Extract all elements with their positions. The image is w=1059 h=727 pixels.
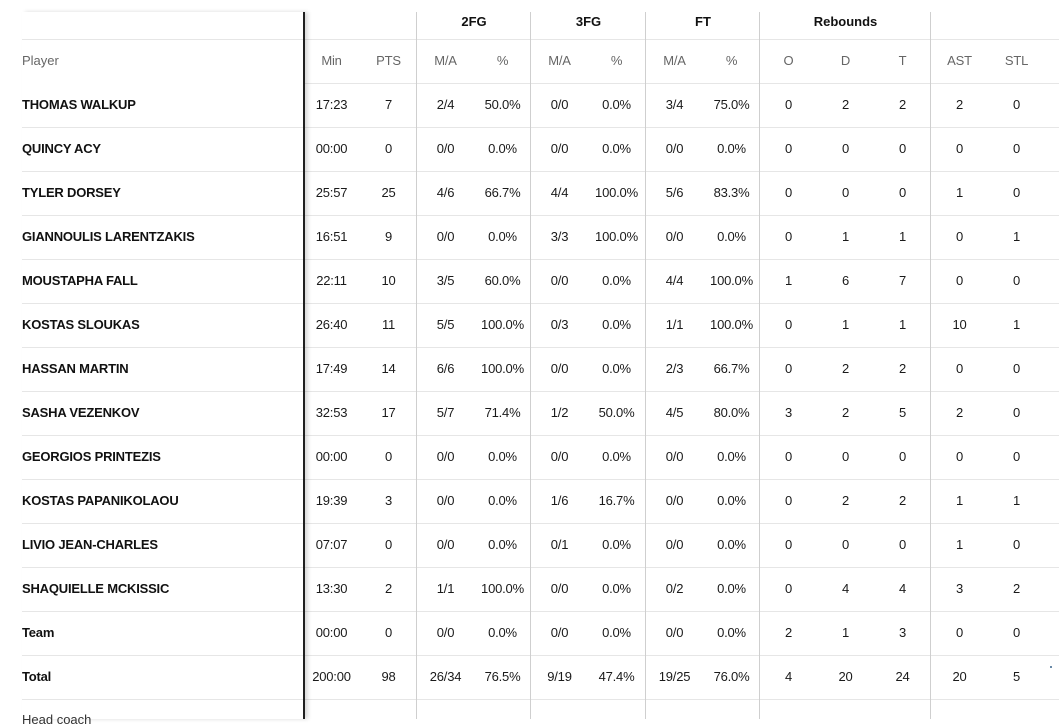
cell-ft-pct: 0.0%: [717, 625, 746, 640]
cell-fg3-ma: 0/0: [550, 141, 569, 156]
cell-fg3-pct: 0.0%: [602, 581, 631, 596]
cell-fg3-ma: 0/0: [550, 361, 569, 376]
cell-fg2-ma: 5/5: [436, 317, 455, 332]
cell-ft-pct: 0.0%: [717, 493, 746, 508]
stats-scroll-area[interactable]: [303, 12, 1059, 719]
cell-reb-d: 0: [841, 141, 850, 156]
cell-reb-t: 4: [898, 581, 907, 596]
cell-stl: 1: [1012, 493, 1021, 508]
cell-fg2-ma: 0/0: [436, 229, 455, 244]
col-header-reb-o[interactable]: O: [783, 53, 794, 68]
cell-ft-pct: 100.0%: [710, 317, 753, 332]
cell-fg2-ma: 0/0: [436, 625, 455, 640]
cell-reb-d: 1: [841, 317, 850, 332]
col-header-reb-t[interactable]: T: [898, 53, 907, 68]
cell-reb-o: 3: [784, 405, 793, 420]
cell-reb-t: 0: [898, 537, 907, 552]
cell-stl: 1: [1012, 317, 1021, 332]
cell-reb-d: 6: [841, 273, 850, 288]
group-header-rebounds: Rebounds: [813, 14, 878, 29]
cell-min: 00:00: [315, 625, 348, 640]
cell-reb-t: 2: [898, 97, 907, 112]
cell-reb-o: 2: [784, 625, 793, 640]
player-row[interactable]: [22, 259, 303, 304]
cell-ft-pct: 66.7%: [713, 361, 750, 376]
player-name[interactable]: Team: [22, 625, 55, 640]
cell-ast: 2: [955, 405, 964, 420]
cell-ast: 0: [955, 361, 964, 376]
cell-fg3-pct: 0.0%: [602, 537, 631, 552]
cell-ft-ma: 1/1: [665, 317, 684, 332]
cell-ast: 20: [952, 669, 967, 684]
cell-min: 32:53: [315, 405, 348, 420]
player-name[interactable]: Total: [22, 669, 52, 684]
cell-ft-ma: 0/0: [665, 449, 684, 464]
cell-ft-pct: 76.0%: [713, 669, 750, 684]
cell-reb-o: 0: [784, 185, 793, 200]
cell-ast: 2: [955, 97, 964, 112]
player-row[interactable]: [22, 523, 303, 568]
cell-min: 00:00: [315, 141, 348, 156]
cell-fg2-ma: 2/4: [436, 97, 455, 112]
cell-ft-ma: 3/4: [665, 97, 684, 112]
player-row[interactable]: [22, 215, 303, 260]
cell-fg3-ma: 0/1: [550, 537, 569, 552]
cell-reb-d: 0: [841, 537, 850, 552]
cell-fg2-ma: 0/0: [436, 141, 455, 156]
cell-stl: 0: [1012, 405, 1021, 420]
cell-fg3-pct: 16.7%: [598, 493, 635, 508]
separator-ast: [930, 12, 931, 719]
cell-fg3-pct: 100.0%: [595, 229, 638, 244]
cell-fg3-pct: 0.0%: [602, 273, 631, 288]
player-row[interactable]: [22, 171, 303, 216]
head-coach-label: Head coach: [22, 712, 92, 727]
cell-ast: 0: [955, 229, 964, 244]
cell-fg3-ma: 4/4: [550, 185, 569, 200]
cell-ast: 0: [955, 625, 964, 640]
cell-ft-pct: 75.0%: [713, 97, 750, 112]
cell-fg3-ma: 0/0: [550, 625, 569, 640]
cell-ast: 1: [955, 185, 964, 200]
group-header-2fg: 2FG: [461, 14, 487, 29]
cell-fg2-pct: 0.0%: [488, 141, 517, 156]
cell-ast: 10: [952, 317, 967, 332]
cell-stl: 0: [1012, 537, 1021, 552]
cell-min: 26:40: [315, 317, 348, 332]
cell-fg3-ma: 1/6: [550, 493, 569, 508]
col-header-3fg-ma[interactable]: M/A: [548, 53, 571, 68]
cell-fg2-pct: 76.5%: [484, 669, 521, 684]
cell-fg2-pct: 100.0%: [481, 581, 524, 596]
scroll-indicator: [1050, 666, 1052, 668]
cell-min: 13:30: [315, 581, 348, 596]
col-header-pts[interactable]: PTS: [376, 53, 401, 68]
cell-fg3-pct: 0.0%: [602, 97, 631, 112]
cell-pts: 0: [384, 537, 393, 552]
cell-min: 00:00: [315, 449, 348, 464]
col-header-2fg-pct[interactable]: %: [496, 53, 509, 68]
cell-reb-d: 0: [841, 185, 850, 200]
cell-ast: 3: [955, 581, 964, 596]
cell-stl: 0: [1012, 449, 1021, 464]
cell-pts: 14: [381, 361, 396, 376]
separator-ft: [645, 12, 646, 719]
cell-reb-t: 2: [898, 493, 907, 508]
cell-fg2-pct: 71.4%: [484, 405, 521, 420]
cell-fg3-pct: 0.0%: [602, 317, 631, 332]
cell-ft-ma: 0/0: [665, 141, 684, 156]
cell-min: 22:11: [316, 273, 347, 288]
cell-fg2-ma: 1/1: [436, 581, 455, 596]
cell-reb-d: 2: [841, 97, 850, 112]
cell-fg3-pct: 0.0%: [602, 361, 631, 376]
col-header-ft-pct[interactable]: %: [725, 53, 738, 68]
cell-ft-pct: 0.0%: [717, 449, 746, 464]
group-header-3fg: 3FG: [575, 14, 602, 29]
player-name[interactable]: SASHA VEZENKOV: [22, 405, 140, 420]
player-row[interactable]: [22, 347, 303, 392]
cell-reb-o: 4: [784, 669, 793, 684]
cell-ft-ma: 0/0: [665, 229, 684, 244]
cell-ft-ma: 0/0: [665, 537, 684, 552]
cell-fg2-ma: 4/6: [436, 185, 455, 200]
col-header-2fg-ma[interactable]: M/A: [434, 53, 457, 68]
cell-reb-o: 0: [784, 361, 793, 376]
cell-pts: 2: [384, 581, 393, 596]
cell-fg2-ma: 6/6: [436, 361, 455, 376]
cell-stl: 0: [1012, 141, 1021, 156]
cell-stl: 0: [1012, 97, 1021, 112]
player-name[interactable]: GIANNOULIS LARENTZAKIS: [22, 229, 195, 244]
cell-fg3-pct: 0.0%: [602, 625, 631, 640]
col-header-stl[interactable]: STL: [1004, 53, 1029, 68]
col-header-player[interactable]: Player: [22, 53, 59, 68]
cell-stl: 0: [1012, 361, 1021, 376]
player-name[interactable]: TYLER DORSEY: [22, 185, 121, 200]
cell-ft-ma: 4/4: [665, 273, 684, 288]
cell-reb-o: 0: [784, 493, 793, 508]
cell-fg3-ma: 0/0: [550, 581, 569, 596]
cell-stl: 0: [1012, 273, 1021, 288]
cell-reb-o: 0: [784, 97, 793, 112]
cell-fg2-pct: 50.0%: [484, 97, 521, 112]
cell-fg3-ma: 9/19: [547, 669, 572, 684]
cell-ft-pct: 0.0%: [717, 537, 746, 552]
cell-stl: 2: [1012, 581, 1021, 596]
cell-reb-d: 2: [841, 361, 850, 376]
cell-min: 07:07: [315, 537, 348, 552]
cell-fg3-pct: 0.0%: [602, 449, 631, 464]
cell-ft-ma: 19/25: [658, 669, 691, 684]
cell-min: 19:39: [315, 493, 348, 508]
cell-reb-t: 0: [898, 185, 907, 200]
cell-reb-t: 3: [898, 625, 907, 640]
cell-pts: 11: [381, 317, 396, 332]
player-row[interactable]: [22, 391, 303, 436]
cell-fg3-ma: 0/0: [550, 449, 569, 464]
player-column: [22, 12, 305, 727]
player-name[interactable]: MOUSTAPHA FALL: [22, 273, 138, 288]
cell-pts: 9: [384, 229, 393, 244]
cell-ft-ma: 0/0: [665, 625, 684, 640]
cell-reb-t: 1: [898, 229, 907, 244]
cell-fg2-ma: 3/5: [436, 273, 455, 288]
cell-pts: 3: [384, 493, 393, 508]
cell-fg3-pct: 100.0%: [595, 185, 638, 200]
cell-ft-pct: 0.0%: [717, 581, 746, 596]
player-row[interactable]: [22, 83, 303, 128]
cell-fg2-pct: 0.0%: [488, 449, 517, 464]
cell-reb-o: 0: [784, 537, 793, 552]
player-row[interactable]: [22, 479, 303, 524]
cell-pts: 17: [381, 405, 396, 420]
cell-fg2-ma: 26/34: [429, 669, 462, 684]
cell-min: 16:51: [315, 229, 348, 244]
cell-fg3-pct: 47.4%: [598, 669, 635, 684]
col-header-ft-ma[interactable]: M/A: [663, 53, 686, 68]
cell-ft-ma: 2/3: [665, 361, 684, 376]
cell-ast: 0: [955, 141, 964, 156]
player-row[interactable]: [22, 567, 303, 612]
cell-stl: 0: [1012, 625, 1021, 640]
cell-fg3-ma: 1/2: [550, 405, 569, 420]
col-header-ast[interactable]: AST: [947, 53, 972, 68]
cell-min: 200:00: [312, 669, 351, 684]
player-name[interactable]: SHAQUIELLE MCKISSIC: [22, 581, 170, 596]
cell-reb-d: 1: [841, 229, 850, 244]
col-header-min[interactable]: Min: [321, 53, 342, 68]
cell-pts: 25: [381, 185, 396, 200]
cell-ft-ma: 0/2: [665, 581, 684, 596]
cell-min: 17:49: [315, 361, 348, 376]
cell-reb-o: 0: [784, 581, 793, 596]
cell-ft-pct: 0.0%: [717, 141, 746, 156]
player-name[interactable]: THOMAS WALKUP: [22, 97, 136, 112]
col-header-reb-d[interactable]: D: [840, 53, 851, 68]
cell-reb-t: 24: [895, 669, 910, 684]
cell-reb-t: 7: [898, 273, 907, 288]
cell-ft-pct: 83.3%: [713, 185, 750, 200]
cell-ft-ma: 4/5: [665, 405, 684, 420]
cell-reb-d: 0: [841, 449, 850, 464]
player-name[interactable]: GEORGIOS PRINTEZIS: [22, 449, 161, 464]
cell-reb-t: 5: [898, 405, 907, 420]
player-row[interactable]: [22, 435, 303, 480]
cell-ft-ma: 5/6: [665, 185, 684, 200]
cell-reb-t: 0: [898, 449, 907, 464]
cell-reb-o: 0: [784, 449, 793, 464]
cell-pts: 7: [384, 97, 393, 112]
cell-reb-d: 2: [841, 493, 850, 508]
player-name[interactable]: KOSTAS SLOUKAS: [22, 317, 140, 332]
cell-pts: 98: [381, 669, 396, 684]
cell-ft-pct: 100.0%: [710, 273, 753, 288]
col-header-3fg-pct[interactable]: %: [610, 53, 623, 68]
cell-reb-d: 1: [841, 625, 850, 640]
separator-2fg: [416, 12, 417, 719]
cell-fg2-pct: 0.0%: [488, 229, 517, 244]
cell-pts: 0: [384, 449, 393, 464]
player-name[interactable]: QUINCY ACY: [22, 141, 101, 156]
cell-ft-ma: 0/0: [665, 493, 684, 508]
cell-fg3-ma: 0/0: [550, 273, 569, 288]
cell-fg2-pct: 100.0%: [481, 317, 524, 332]
group-header-ft: FT: [695, 14, 711, 29]
cell-fg2-ma: 0/0: [436, 449, 455, 464]
cell-reb-t: 1: [898, 317, 907, 332]
cell-fg2-ma: 5/7: [436, 405, 455, 420]
player-name[interactable]: LIVIO JEAN-CHARLES: [22, 537, 158, 552]
cell-fg2-pct: 0.0%: [488, 537, 517, 552]
cell-fg2-pct: 0.0%: [488, 625, 517, 640]
separator-rebounds: [759, 12, 760, 719]
cell-min: 17:23: [315, 97, 348, 112]
cell-fg2-pct: 66.7%: [484, 185, 521, 200]
cell-ft-pct: 80.0%: [713, 405, 750, 420]
player-row[interactable]: [22, 611, 303, 656]
cell-ast: 0: [955, 273, 964, 288]
player-row[interactable]: [22, 127, 303, 172]
player-name[interactable]: KOSTAS PAPANIKOLAOU: [22, 493, 179, 508]
cell-reb-d: 20: [838, 669, 853, 684]
separator-3fg: [530, 12, 531, 719]
cell-fg2-pct: 100.0%: [481, 361, 524, 376]
cell-fg3-pct: 0.0%: [602, 141, 631, 156]
cell-fg2-pct: 60.0%: [484, 273, 521, 288]
cell-stl: 5: [1012, 669, 1021, 684]
cell-pts: 10: [381, 273, 396, 288]
cell-reb-t: 2: [898, 361, 907, 376]
player-name[interactable]: HASSAN MARTIN: [22, 361, 129, 376]
player-row[interactable]: [22, 303, 303, 348]
cell-fg2-pct: 0.0%: [488, 493, 517, 508]
player-row[interactable]: [22, 655, 303, 700]
cell-reb-o: 1: [784, 273, 793, 288]
cell-reb-o: 0: [784, 141, 793, 156]
cell-ast: 1: [955, 493, 964, 508]
cell-ast: 0: [955, 449, 964, 464]
cell-pts: 0: [384, 141, 393, 156]
cell-reb-t: 0: [898, 141, 907, 156]
cell-reb-d: 4: [841, 581, 850, 596]
cell-fg2-ma: 0/0: [436, 537, 455, 552]
cell-ast: 1: [955, 537, 964, 552]
cell-fg3-pct: 50.0%: [598, 405, 635, 420]
cell-reb-o: 0: [784, 229, 793, 244]
cell-reb-o: 0: [784, 317, 793, 332]
cell-fg3-ma: 0/3: [550, 317, 569, 332]
cell-stl: 0: [1012, 185, 1021, 200]
cell-fg3-ma: 3/3: [550, 229, 569, 244]
cell-fg2-ma: 0/0: [436, 493, 455, 508]
cell-fg3-ma: 0/0: [550, 97, 569, 112]
cell-ft-pct: 0.0%: [717, 229, 746, 244]
cell-min: 25:57: [315, 185, 348, 200]
cell-stl: 1: [1012, 229, 1021, 244]
cell-pts: 0: [384, 625, 393, 640]
left-group-header: [22, 12, 303, 40]
cell-reb-d: 2: [841, 405, 850, 420]
